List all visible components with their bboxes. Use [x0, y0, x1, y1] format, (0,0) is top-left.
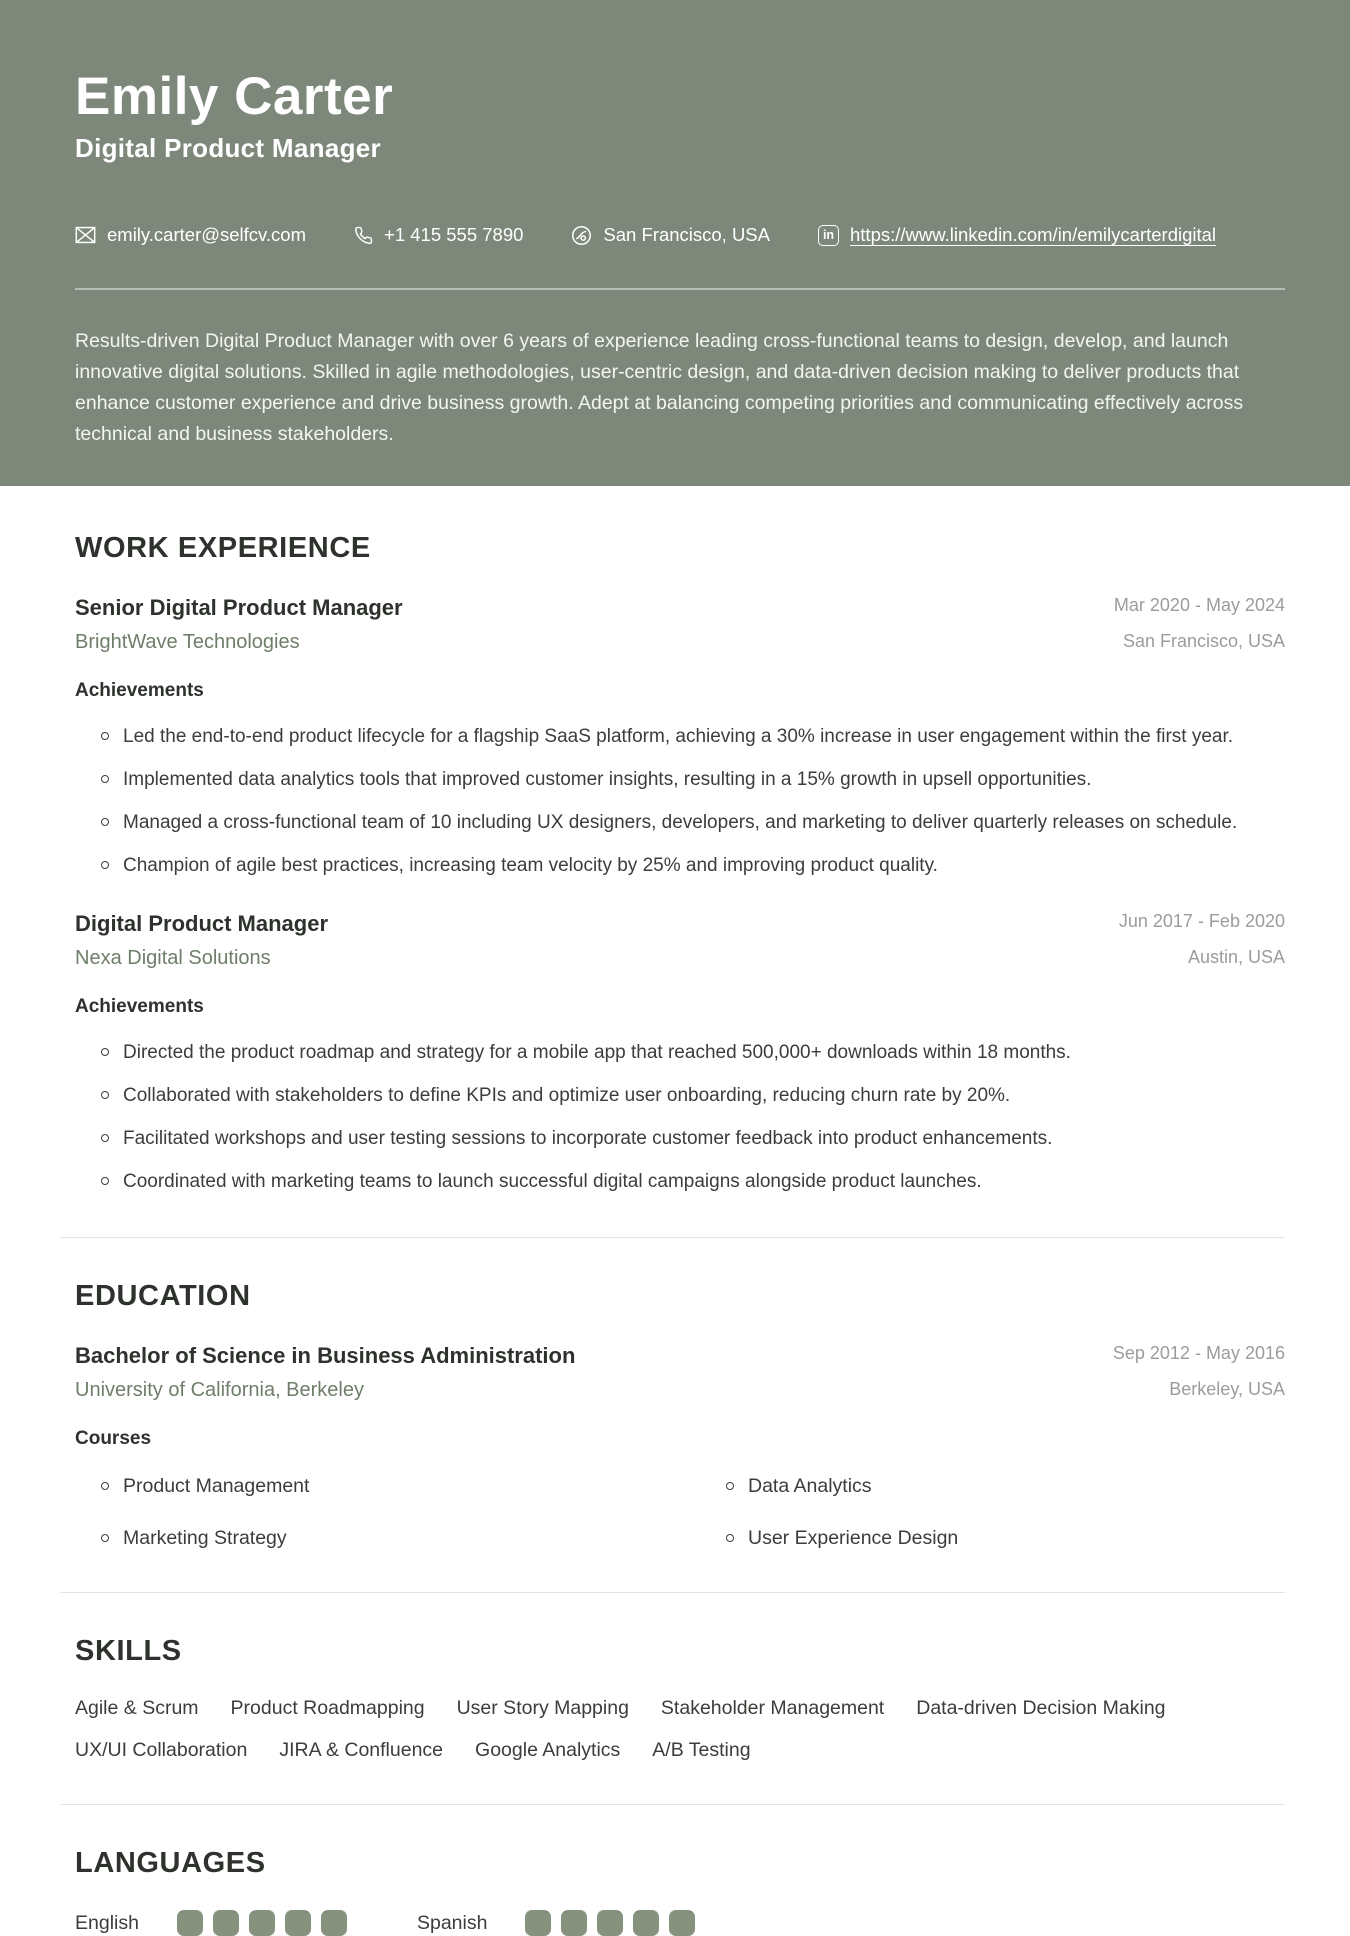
skill-item: Agile & Scrum: [75, 1697, 199, 1720]
skill-item: Google Analytics: [475, 1739, 621, 1762]
courses-label: Courses: [75, 1428, 152, 1450]
skill-item: Data-driven Decision Making: [916, 1697, 1166, 1720]
degree-name: Bachelor of Science in Business Administration: [75, 1343, 576, 1369]
bullet-icon: [101, 1482, 109, 1490]
section-title-education: EDUCATION: [75, 1280, 251, 1313]
bullet-icon: [101, 1048, 109, 1056]
bullet-icon: [101, 861, 109, 869]
achievements-list: [75, 1038, 1285, 1197]
section-title-skills: SKILLS: [75, 1635, 182, 1668]
contact-location: [571, 224, 770, 246]
skill-item: A/B Testing: [652, 1739, 751, 1762]
achievements-label: Achievements: [75, 996, 204, 1018]
language-name: English: [75, 1911, 139, 1934]
bullet-icon: [101, 1177, 109, 1185]
job-location: Austin, USA: [1187, 947, 1285, 968]
list-item: Managed a cross-functional team of 10 including UX designers, developers, and marketing to deliver quarterly releases on schedule.: [75, 808, 1285, 838]
list-item: User Experience Design: [700, 1524, 1285, 1552]
contact-row: [75, 224, 1285, 246]
language-level-square: [633, 1910, 659, 1936]
language-name: Spanish: [416, 1911, 488, 1934]
job-title: Senior Digital Product Manager: [75, 595, 403, 621]
list-item: Facilitated workshops and user testing sessions to incorporate customer feedback into product enhancements.: [75, 1124, 1285, 1154]
list-item: Implemented data analytics tools that improved customer insights, resulting in a 15% growth in upsell opportunities.: [75, 765, 1285, 795]
skill-item: JIRA & Confluence: [279, 1739, 444, 1762]
contact-email: [75, 224, 306, 246]
list-item: Led the end-to-end product lifecycle for a flagship SaaS platform, achieving a 30% increase in user engagement within the first year.: [75, 722, 1285, 752]
email-text: emily.carter@selfcv.com: [107, 224, 307, 246]
language-level-square: [561, 1910, 587, 1936]
email-icon: [75, 226, 96, 244]
job-dates: Mar 2020 - May 2024: [1113, 595, 1285, 616]
list-item: Product Management: [75, 1472, 700, 1500]
linkedin-link[interactable]: https://www.linkedin.com/in/emilycarterdigital: [850, 224, 1217, 246]
education-section: [0, 1280, 1350, 1552]
phone-text: +1 415 555 7890: [384, 224, 524, 246]
education-dates: Sep 2012 - May 2016: [1112, 1343, 1285, 1364]
language-level-square: [285, 1910, 311, 1936]
body-content: [0, 532, 1350, 1197]
section-divider: [60, 1237, 1285, 1238]
contact-linkedin: [818, 224, 1216, 246]
language-level-square: [321, 1910, 347, 1936]
list-item: Data Analytics: [700, 1472, 1285, 1500]
list-item: Directed the product roadmap and strategy for a mobile app that reached 500,000+ downloads within 18 months.: [75, 1038, 1285, 1068]
bullet-icon: [726, 1482, 734, 1490]
person-job-title: Digital Product Manager: [75, 133, 381, 164]
header: [0, 0, 1350, 486]
list-item: Coordinated with marketing teams to launch successful digital campaigns alongside product launches.: [75, 1167, 1285, 1197]
languages-section: [0, 1847, 1350, 1936]
header-divider: [75, 288, 1285, 290]
bullet-icon: [101, 1134, 109, 1142]
languages-list: [75, 1910, 1285, 1936]
achievements-label: Achievements: [75, 680, 204, 702]
school-name: University of California, Berkeley: [75, 1379, 364, 1402]
language-level-square: [597, 1910, 623, 1936]
bullet-icon: [726, 1534, 734, 1542]
linkedin-icon: in: [818, 225, 839, 246]
skills-section: [0, 1635, 1350, 1764]
list-item: Marketing Strategy: [75, 1524, 700, 1552]
bullet-icon: [101, 818, 109, 826]
bullet-icon: [101, 775, 109, 783]
work-entry: [75, 595, 1285, 881]
job-location: San Francisco, USA: [1122, 631, 1285, 652]
work-entry-head: [75, 595, 1285, 654]
language-level-square: [213, 1910, 239, 1936]
job-dates: Jun 2017 - Feb 2020: [1118, 911, 1285, 932]
education-entry: [75, 1343, 1285, 1552]
section-title-work: WORK EXPERIENCE: [75, 532, 371, 565]
skill-item: UX/UI Collaboration: [75, 1739, 248, 1762]
location-icon: [571, 225, 592, 246]
bullet-icon: [101, 1534, 109, 1542]
language-level: [177, 1910, 347, 1936]
language-level-square: [669, 1910, 695, 1936]
education-location: Berkeley, USA: [1169, 1379, 1285, 1400]
bullet-icon: [101, 1091, 109, 1099]
bullet-icon: [101, 732, 109, 740]
skill-item: User Story Mapping: [456, 1697, 629, 1720]
skill-item: Product Roadmapping: [230, 1697, 425, 1720]
language-level-square: [177, 1910, 203, 1936]
company-name: Nexa Digital Solutions: [75, 947, 271, 970]
language-item: [417, 1910, 695, 1936]
section-divider: [60, 1592, 1285, 1593]
skill-item: Stakeholder Management: [660, 1697, 885, 1720]
list-item: Champion of agile best practices, increasing team velocity by 25% and improving product quality.: [75, 851, 1285, 881]
section-divider: [60, 1804, 1285, 1805]
company-name: BrightWave Technologies: [75, 631, 300, 654]
skills-list: [75, 1694, 1195, 1764]
person-name: Emily Carter: [75, 67, 394, 126]
courses-grid: [75, 1472, 1285, 1552]
section-title-languages: LANGUAGES: [75, 1847, 266, 1880]
language-level-square: [525, 1910, 551, 1936]
contact-phone: [354, 224, 523, 246]
language-level-square: [249, 1910, 275, 1936]
language-item: [75, 1910, 347, 1936]
achievements-list: [75, 722, 1285, 881]
work-entry-head: [75, 911, 1285, 970]
profile-summary: Results-driven Digital Product Manager with over 6 years of experience leading cross-functional teams to design, develop, and launch innovative digital solutions. Skilled in agile methodologies, user-centric design, and data-driven decision making to deliver products that enhance customer experience and drive business growth. Adept at balancing competing priorities and communicating effectively across technical and business stakeholders.: [75, 330, 1244, 446]
phone-icon: [354, 226, 373, 245]
location-text: San Francisco, USA: [603, 224, 770, 246]
education-entry-head: [75, 1343, 1285, 1402]
work-entry: [75, 911, 1285, 1197]
list-item: Collaborated with stakeholders to define KPIs and optimize user onboarding, reducing churn rate by 20%.: [75, 1081, 1285, 1111]
job-title: Digital Product Manager: [75, 911, 329, 937]
language-level: [525, 1910, 695, 1936]
